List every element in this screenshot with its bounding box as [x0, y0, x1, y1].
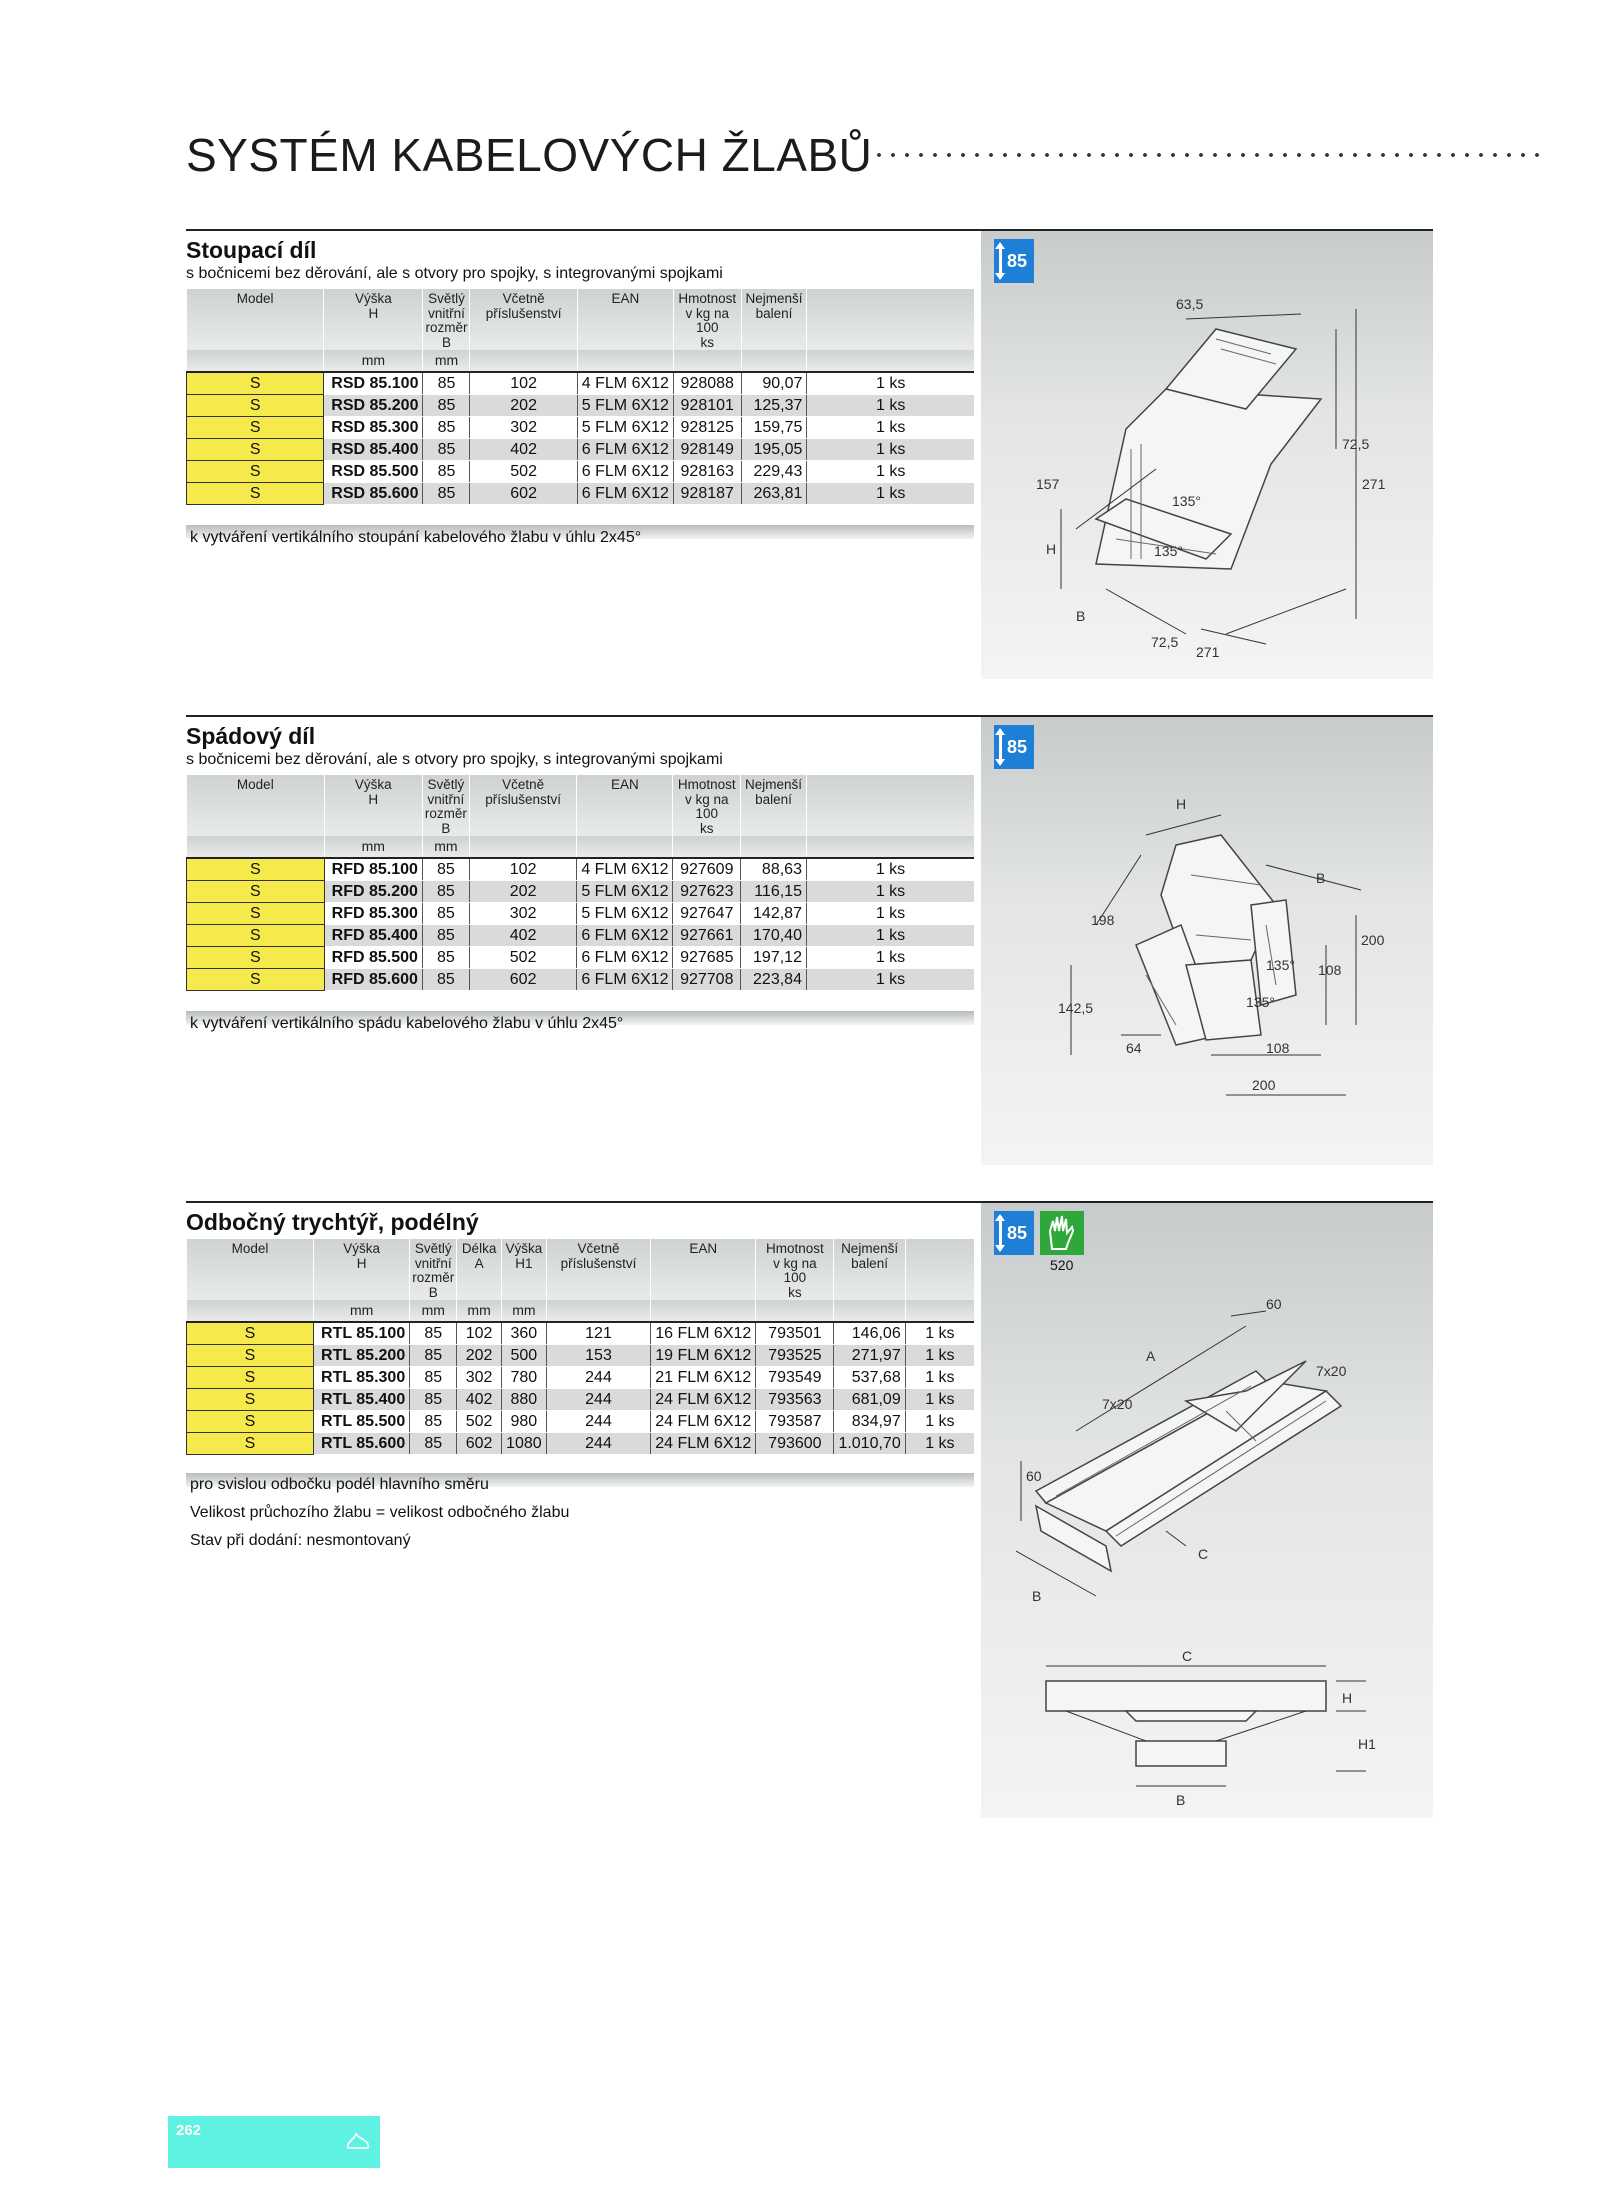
- section-title: Odbočný trychtýř, podélný: [186, 1209, 479, 1235]
- weight-cell: 681,09: [834, 1389, 905, 1411]
- pack-cell: 1 ks: [807, 395, 974, 417]
- model-cell: RFD 85.400: [324, 925, 422, 947]
- weight-cell: 223,84: [741, 969, 807, 991]
- dim-label: 200: [1252, 1077, 1276, 1093]
- ean-cell: 928149: [673, 439, 741, 461]
- width-cell: 502: [469, 947, 576, 969]
- height-cell: 85: [423, 439, 470, 461]
- unit-spacer: [807, 350, 974, 372]
- height-cell: 85: [410, 1367, 457, 1389]
- accessories-cell: 4 FLM 6X12: [577, 858, 673, 881]
- glove-label: 520: [1050, 1257, 1074, 1273]
- width-cell: 402: [470, 439, 577, 461]
- height-cell: 85: [422, 858, 469, 881]
- section-stoupaci-dil: [186, 229, 1433, 679]
- spec-table: [186, 775, 974, 991]
- table-row: [187, 903, 975, 925]
- height-cell: 85: [410, 1345, 457, 1367]
- weight-cell: 146,06: [834, 1322, 905, 1345]
- height-cell: 85: [422, 881, 469, 903]
- section-note: k vytváření vertikálního stoupání kabelového žlabu v úhlu 2x45°: [190, 529, 642, 546]
- unit-pack: [834, 1300, 905, 1322]
- dim-label: 157: [1036, 476, 1060, 492]
- accessories-cell: 6 FLM 6X12: [577, 969, 673, 991]
- length-cell: 780: [501, 1367, 546, 1389]
- model-cell: RSD 85.400: [324, 439, 423, 461]
- ean-cell: 793549: [756, 1367, 834, 1389]
- stock-flag: S: [187, 925, 325, 947]
- pack-cell: 1 ks: [905, 1345, 974, 1367]
- dim-label: 7x20: [1316, 1363, 1347, 1379]
- badge-label: 85: [1007, 737, 1028, 757]
- unit-width: mm: [410, 1300, 457, 1322]
- pack-cell: 1 ks: [806, 903, 974, 925]
- col-header-width: Světlý vnitřní rozměr B: [410, 1239, 457, 1300]
- height-cell: 85: [423, 461, 470, 483]
- stock-flag: S: [187, 372, 324, 395]
- dim-label: 135°: [1246, 994, 1275, 1010]
- col-header-spacer: [807, 289, 974, 350]
- table-row: [187, 372, 975, 395]
- width-cell: 402: [457, 1389, 502, 1411]
- model-cell: RTL 85.600: [314, 1433, 410, 1455]
- pack-cell: 1 ks: [806, 858, 974, 881]
- ean-cell: 793600: [756, 1433, 834, 1455]
- col-header-model: Model: [187, 289, 324, 350]
- weight-cell: 170,40: [741, 925, 807, 947]
- pack-cell: 1 ks: [806, 947, 974, 969]
- pack-cell: 1 ks: [905, 1367, 974, 1389]
- height-cell: 85: [410, 1433, 457, 1455]
- table-row: [187, 1411, 975, 1433]
- dim-label: 271: [1196, 644, 1220, 660]
- width-cell: 402: [469, 925, 576, 947]
- accessories-cell: 5 FLM 6X12: [577, 395, 673, 417]
- length-cell: 880: [501, 1389, 546, 1411]
- height-85-badge-icon: [994, 239, 1034, 283]
- dim-label: 60: [1266, 1296, 1282, 1312]
- unit-model: [187, 350, 324, 372]
- section-title: Stoupací díl: [186, 237, 317, 263]
- unit-length: mm: [457, 1300, 502, 1322]
- width-cell: 202: [469, 881, 576, 903]
- col-header-accessories: Včetně příslušenství: [470, 289, 577, 350]
- weight-cell: 271,97: [834, 1345, 905, 1367]
- model-cell: RFD 85.200: [324, 881, 422, 903]
- table-row: [187, 1389, 975, 1411]
- ean-cell: 928101: [673, 395, 741, 417]
- unit-model: [187, 836, 325, 858]
- model-cell: RFD 85.600: [324, 969, 422, 991]
- pack-cell: 1 ks: [905, 1389, 974, 1411]
- table-row: [187, 1322, 975, 1345]
- height-h1-cell: 244: [546, 1433, 650, 1455]
- width-cell: 302: [469, 903, 576, 925]
- ean-cell: 793563: [756, 1389, 834, 1411]
- section-odbocny-trychtyr: [186, 1201, 1433, 1821]
- accessories-cell: 24 FLM 6X12: [651, 1411, 756, 1433]
- width-cell: 502: [457, 1411, 502, 1433]
- dim-label: H: [1046, 541, 1057, 557]
- width-cell: 202: [470, 395, 577, 417]
- dim-label: 108: [1266, 1040, 1290, 1056]
- width-cell: 102: [457, 1322, 502, 1345]
- weight-cell: 125,37: [741, 395, 807, 417]
- width-cell: 102: [469, 858, 576, 881]
- ean-cell: 793587: [756, 1411, 834, 1433]
- pack-cell: 1 ks: [807, 417, 974, 439]
- unit-ean: [651, 1300, 756, 1322]
- spec-table: [186, 289, 974, 505]
- unit-height: mm: [324, 350, 423, 372]
- ean-cell: 927685: [673, 947, 741, 969]
- length-cell: 500: [501, 1345, 546, 1367]
- table-row: [187, 881, 975, 903]
- table-row: [187, 395, 975, 417]
- height-cell: 85: [410, 1322, 457, 1345]
- stock-flag: S: [187, 1433, 314, 1455]
- accessories-cell: 6 FLM 6X12: [577, 483, 673, 505]
- model-cell: RSD 85.200: [324, 395, 423, 417]
- pack-cell: 1 ks: [905, 1411, 974, 1433]
- badge-label: 85: [1007, 251, 1028, 271]
- height-cell: 85: [422, 925, 469, 947]
- accessories-cell: 5 FLM 6X12: [577, 881, 673, 903]
- width-cell: 602: [469, 969, 576, 991]
- col-header-height-h1: Výška H1: [501, 1239, 546, 1300]
- pack-cell: 1 ks: [807, 483, 974, 505]
- model-cell: RFD 85.300: [324, 903, 422, 925]
- page-number: 262: [176, 2122, 202, 2139]
- weight-cell: 537,68: [834, 1367, 905, 1389]
- pack-cell: 1 ks: [807, 439, 974, 461]
- table-row: [187, 858, 975, 881]
- accessories-cell: 24 FLM 6X12: [651, 1389, 756, 1411]
- section-note: Velikost průchozího žlabu = velikost odbočného žlabu: [190, 1504, 570, 1521]
- col-header-model: Model: [187, 775, 325, 836]
- height-85-badge-icon: [994, 725, 1034, 769]
- unit-weight: [756, 1300, 834, 1322]
- unit-ean: [577, 836, 673, 858]
- model-cell: RSD 85.500: [324, 461, 423, 483]
- dim-label: 271: [1362, 476, 1386, 492]
- accessories-cell: 21 FLM 6X12: [651, 1367, 756, 1389]
- weight-cell: 1.010,70: [834, 1433, 905, 1455]
- height-h1-cell: 244: [546, 1411, 650, 1433]
- dim-label: C: [1182, 1648, 1193, 1664]
- unit-model: [187, 1300, 314, 1322]
- height-h1-cell: 121: [546, 1322, 650, 1345]
- ean-cell: 928163: [673, 461, 741, 483]
- ean-cell: 927708: [673, 969, 741, 991]
- table-row: [187, 1345, 975, 1367]
- width-cell: 602: [470, 483, 577, 505]
- ean-cell: 927661: [673, 925, 741, 947]
- ean-cell: 793501: [756, 1322, 834, 1345]
- accessories-cell: 4 FLM 6X12: [577, 372, 673, 395]
- col-header-height: Výška H: [314, 1239, 410, 1300]
- unit-ean: [577, 350, 673, 372]
- dim-label: 200: [1361, 932, 1385, 948]
- unit-height: mm: [314, 1300, 410, 1322]
- width-cell: 602: [457, 1433, 502, 1455]
- accessories-cell: 5 FLM 6X12: [577, 417, 673, 439]
- ean-cell: 927623: [673, 881, 741, 903]
- col-header-accessories: Včetně příslušenství: [546, 1239, 650, 1300]
- col-header-ean: EAN: [651, 1239, 756, 1300]
- accessories-cell: 5 FLM 6X12: [577, 903, 673, 925]
- pack-cell: 1 ks: [806, 881, 974, 903]
- dim-label: 135°: [1154, 543, 1183, 559]
- stock-flag: S: [187, 903, 325, 925]
- length-cell: 980: [501, 1411, 546, 1433]
- model-cell: RTL 85.200: [314, 1345, 410, 1367]
- col-header-height: Výška H: [324, 775, 422, 836]
- unit-width: mm: [423, 350, 470, 372]
- col-header-spacer: [905, 1239, 974, 1300]
- table-row: [187, 439, 975, 461]
- model-cell: RSD 85.100: [324, 372, 423, 395]
- dim-label: 64: [1126, 1040, 1142, 1056]
- unit-accessories: [470, 350, 577, 372]
- dim-label: A: [1146, 1348, 1156, 1364]
- pack-cell: 1 ks: [806, 925, 974, 947]
- width-cell: 302: [457, 1367, 502, 1389]
- col-header-ean: EAN: [577, 775, 673, 836]
- ean-cell: 927647: [673, 903, 741, 925]
- model-cell: RTL 85.300: [314, 1367, 410, 1389]
- dim-label: 63,5: [1176, 296, 1204, 312]
- dim-label: H1: [1358, 1736, 1376, 1752]
- stock-flag: S: [187, 881, 325, 903]
- length-cell: 360: [501, 1322, 546, 1345]
- pack-cell: 1 ks: [807, 372, 974, 395]
- weight-cell: 88,63: [741, 858, 807, 881]
- unit-accessories: [469, 836, 576, 858]
- col-header-weight: Hmotnost v kg na 100 ks: [756, 1239, 834, 1300]
- weight-cell: 197,12: [741, 947, 807, 969]
- dim-label: 60: [1026, 1468, 1042, 1484]
- section-subtitle: s bočnicemi bez děrování, ale s otvory pro spojky, s integrovanými spojkami: [186, 265, 723, 282]
- height-cell: 85: [422, 903, 469, 925]
- dim-label: 108: [1318, 962, 1342, 978]
- model-cell: RTL 85.100: [314, 1322, 410, 1345]
- accessories-cell: 6 FLM 6X12: [577, 947, 673, 969]
- height-h1-cell: 244: [546, 1389, 650, 1411]
- col-header-pack: Nejmenší balení: [834, 1239, 905, 1300]
- unit-spacer: [806, 836, 974, 858]
- col-header-accessories: Včetně příslušenství: [469, 775, 576, 836]
- page-footer: [168, 2116, 380, 2168]
- section-title: Spádový díl: [186, 723, 316, 749]
- ean-cell: 928187: [673, 483, 741, 505]
- stock-flag: S: [187, 1389, 314, 1411]
- weight-cell: 195,05: [741, 439, 807, 461]
- weight-cell: 116,15: [741, 881, 807, 903]
- ean-cell: 793525: [756, 1345, 834, 1367]
- stock-flag: S: [187, 1411, 314, 1433]
- height-cell: 85: [422, 947, 469, 969]
- col-header-pack: Nejmenší balení: [741, 775, 807, 836]
- dim-label: 72,5: [1151, 634, 1179, 650]
- col-header-model: Model: [187, 1239, 314, 1300]
- table-row: [187, 947, 975, 969]
- weight-cell: 834,97: [834, 1411, 905, 1433]
- section-note: k vytváření vertikálního spádu kabelového žlabu v úhlu 2x45°: [190, 1015, 624, 1032]
- logo-icon: [344, 2130, 372, 2154]
- weight-cell: 142,87: [741, 903, 807, 925]
- drop-drawing: [1016, 775, 1426, 1155]
- pack-cell: 1 ks: [905, 1322, 974, 1345]
- dim-label: H: [1342, 1690, 1353, 1706]
- unit-height-h1: mm: [501, 1300, 546, 1322]
- section-spadovy-dil: [186, 715, 1433, 1165]
- dim-label: B: [1032, 1588, 1042, 1604]
- accessories-cell: 6 FLM 6X12: [577, 461, 673, 483]
- ean-cell: 927609: [673, 858, 741, 881]
- dim-label: B: [1176, 1792, 1186, 1808]
- section-note: pro svislou odbočku podél hlavního směru: [190, 1476, 489, 1493]
- page-title: SYSTÉM KABELOVÝCH ŽLABŮ: [186, 129, 873, 181]
- weight-cell: 263,81: [741, 483, 807, 505]
- table-row: [187, 1433, 975, 1455]
- dim-label: H: [1176, 796, 1187, 812]
- col-header-height: Výška H: [324, 289, 423, 350]
- unit-spacer: [905, 1300, 974, 1322]
- col-header-width: Světlý vnitřní rozměr B: [423, 289, 470, 350]
- height-cell: 85: [410, 1389, 457, 1411]
- unit-pack: [741, 350, 807, 372]
- title-dot-leader: [872, 150, 1544, 160]
- pack-cell: 1 ks: [905, 1433, 974, 1455]
- table-row: [187, 461, 975, 483]
- dim-label: C: [1198, 1546, 1209, 1562]
- stock-flag: S: [187, 461, 324, 483]
- table-row: [187, 483, 975, 505]
- model-cell: RSD 85.600: [324, 483, 423, 505]
- ean-cell: 928088: [673, 372, 741, 395]
- width-cell: 102: [470, 372, 577, 395]
- weight-cell: 229,43: [741, 461, 807, 483]
- col-header-spacer: [806, 775, 974, 836]
- model-cell: RTL 85.400: [314, 1389, 410, 1411]
- col-header-weight: Hmotnost v kg na 100 ks: [673, 289, 741, 350]
- height-h1-cell: 244: [546, 1367, 650, 1389]
- badge-label: 85: [1007, 1223, 1028, 1243]
- unit-weight: [673, 350, 741, 372]
- ean-cell: 928125: [673, 417, 741, 439]
- dim-label: B: [1316, 870, 1326, 886]
- dim-label: 135°: [1266, 957, 1295, 973]
- accessories-cell: 16 FLM 6X12: [651, 1322, 756, 1345]
- stock-flag: S: [187, 947, 325, 969]
- pack-cell: 1 ks: [806, 969, 974, 991]
- unit-weight: [673, 836, 741, 858]
- unit-width: mm: [422, 836, 469, 858]
- width-cell: 202: [457, 1345, 502, 1367]
- table-row: [187, 969, 975, 991]
- spec-table: [186, 1239, 974, 1455]
- glove-icon: [1040, 1211, 1084, 1255]
- width-cell: 502: [470, 461, 577, 483]
- table-row: [187, 925, 975, 947]
- model-cell: RTL 85.500: [314, 1411, 410, 1433]
- unit-height: mm: [324, 836, 422, 858]
- height-cell: 85: [423, 483, 470, 505]
- stock-flag: S: [187, 858, 325, 881]
- height-cell: 85: [423, 395, 470, 417]
- stock-flag: S: [187, 1367, 314, 1389]
- height-cell: 85: [422, 969, 469, 991]
- stock-flag: S: [187, 439, 324, 461]
- model-cell: RFD 85.100: [324, 858, 422, 881]
- section-subtitle: s bočnicemi bez děrování, ale s otvory pro spojky, s integrovanými spojkami: [186, 751, 723, 768]
- width-cell: 302: [470, 417, 577, 439]
- dim-label: 7x20: [1102, 1396, 1133, 1412]
- pack-cell: 1 ks: [807, 461, 974, 483]
- model-cell: RFD 85.500: [324, 947, 422, 969]
- dim-label: B: [1076, 608, 1086, 624]
- accessories-cell: 6 FLM 6X12: [577, 439, 673, 461]
- height-h1-cell: 153: [546, 1345, 650, 1367]
- stock-flag: S: [187, 1322, 314, 1345]
- stock-flag: S: [187, 1345, 314, 1367]
- dim-label: 198: [1091, 912, 1115, 928]
- branch-funnel-drawing: [1006, 1281, 1426, 1811]
- height-cell: 85: [410, 1411, 457, 1433]
- stock-flag: S: [187, 395, 324, 417]
- unit-pack: [741, 836, 807, 858]
- col-header-pack: Nejmenší balení: [741, 289, 807, 350]
- col-header-weight: Hmotnost v kg na 100 ks: [673, 775, 741, 836]
- model-cell: RSD 85.300: [324, 417, 423, 439]
- table-row: [187, 1367, 975, 1389]
- dim-label: 142,5: [1058, 1000, 1094, 1016]
- length-cell: 1080: [501, 1433, 546, 1455]
- unit-accessories: [546, 1300, 650, 1322]
- accessories-cell: 19 FLM 6X12: [651, 1345, 756, 1367]
- dim-label: 135°: [1172, 493, 1201, 509]
- dim-label: 72,5: [1342, 436, 1370, 452]
- riser-drawing: [1016, 289, 1426, 669]
- height-cell: 85: [423, 417, 470, 439]
- weight-cell: 90,07: [741, 372, 807, 395]
- accessories-cell: 6 FLM 6X12: [577, 925, 673, 947]
- stock-flag: S: [187, 483, 324, 505]
- section-note: Stav při dodání: nesmontovaný: [190, 1532, 411, 1549]
- stock-flag: S: [187, 417, 324, 439]
- stock-flag: S: [187, 969, 325, 991]
- accessories-cell: 24 FLM 6X12: [651, 1433, 756, 1455]
- col-header-width: Světlý vnitřní rozměr B: [422, 775, 469, 836]
- col-header-ean: EAN: [577, 289, 673, 350]
- weight-cell: 159,75: [741, 417, 807, 439]
- table-row: [187, 417, 975, 439]
- height-cell: 85: [423, 372, 470, 395]
- col-header-length: Délka A: [457, 1239, 502, 1300]
- height-85-badge-icon: [994, 1211, 1034, 1255]
